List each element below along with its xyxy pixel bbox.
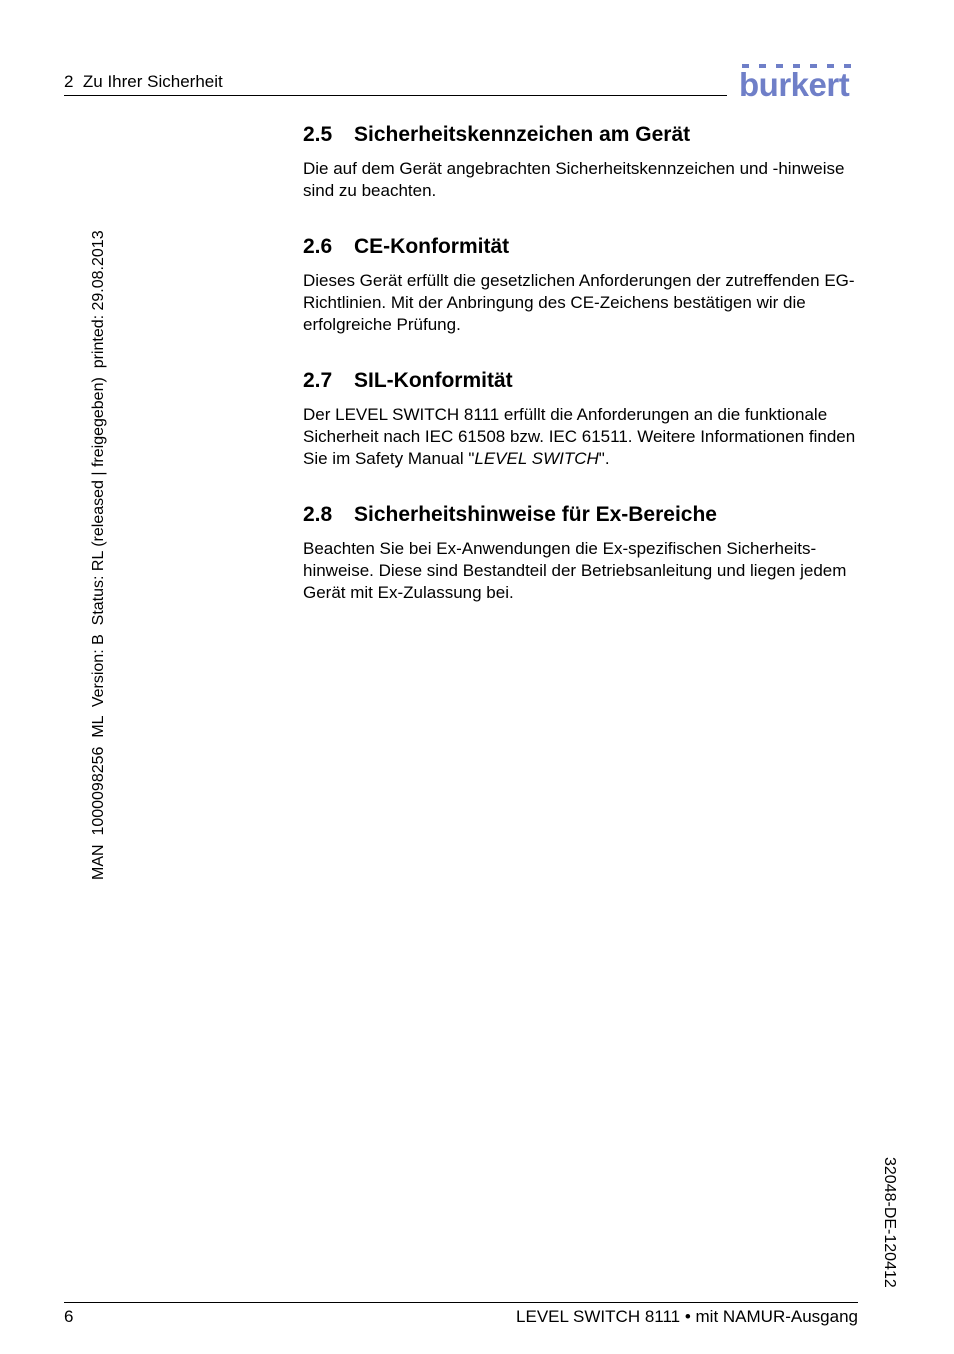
section-heading — [303, 367, 863, 395]
section-title: SIL-Konformität — [354, 369, 513, 392]
section-title: CE-Konformität — [354, 235, 510, 258]
document-control-info: MAN 1000098256 ML Version: B Status: RL (released | freigegeben) printed: 29.08.2013 — [90, 230, 107, 880]
main-content — [303, 121, 863, 604]
manual-title: LEVEL SWITCH — [474, 449, 599, 468]
section-body: Dieses Gerät erfüllt die gesetzlichen Anforderungen der zutreffenden EG-Richtlinien. Mit der Anbringung des CE-Zeichens bestätigen wir die erfolgreiche Prüfung. — [303, 271, 855, 334]
footer-product: LEVEL SWITCH 8111 • mit NAMUR-Ausgang — [516, 1307, 858, 1326]
section-heading — [303, 121, 863, 149]
section-body: Die auf dem Gerät angebrachten Sicherheitskennzeichen und -hinweise sind zu beachten. — [303, 159, 845, 200]
section-body: Beachten Sie bei Ex-Anwendungen die Ex-spezifischen Sicherheits-hinweise. Diese sind Bestandteil der Betriebsanleitung und liegen jedem Gerät mit Ex-Zulassung bei. — [303, 539, 847, 602]
section-heading — [303, 233, 863, 261]
page-number: 6 — [64, 1307, 74, 1326]
section-ex-safety — [303, 501, 863, 604]
logo-text: burkert — [739, 66, 850, 100]
burkert-logo — [738, 62, 860, 100]
body-text: Der LEVEL SWITCH 8111 erfüllt die Anforderungen an die funktionale Sicherheit nach IEC 61508 bzw. IEC 61511. Weitere Informationen finden Sie im Safety Manual " — [303, 405, 856, 468]
section-number: 2.8 — [303, 503, 333, 526]
body-text-end: ". — [598, 449, 610, 468]
document-code: 32048-DE-120412 — [881, 1157, 898, 1288]
chapter-header: 2 Zu Ihrer Sicherheit — [64, 72, 223, 91]
section-number: 2.6 — [303, 235, 333, 258]
section-sil-conformity — [303, 367, 863, 470]
section-title: Sicherheitskennzeichen am Gerät — [354, 123, 691, 146]
section-safety-signs — [303, 121, 863, 202]
section-title: Sicherheitshinweise für Ex-Bereiche — [354, 503, 717, 526]
section-number: 2.5 — [303, 123, 333, 146]
section-body — [303, 404, 863, 470]
footer-divider — [64, 1302, 858, 1303]
section-heading — [303, 501, 863, 529]
section-number: 2.7 — [303, 369, 333, 392]
header-divider — [64, 95, 727, 96]
section-ce-conformity — [303, 233, 863, 336]
